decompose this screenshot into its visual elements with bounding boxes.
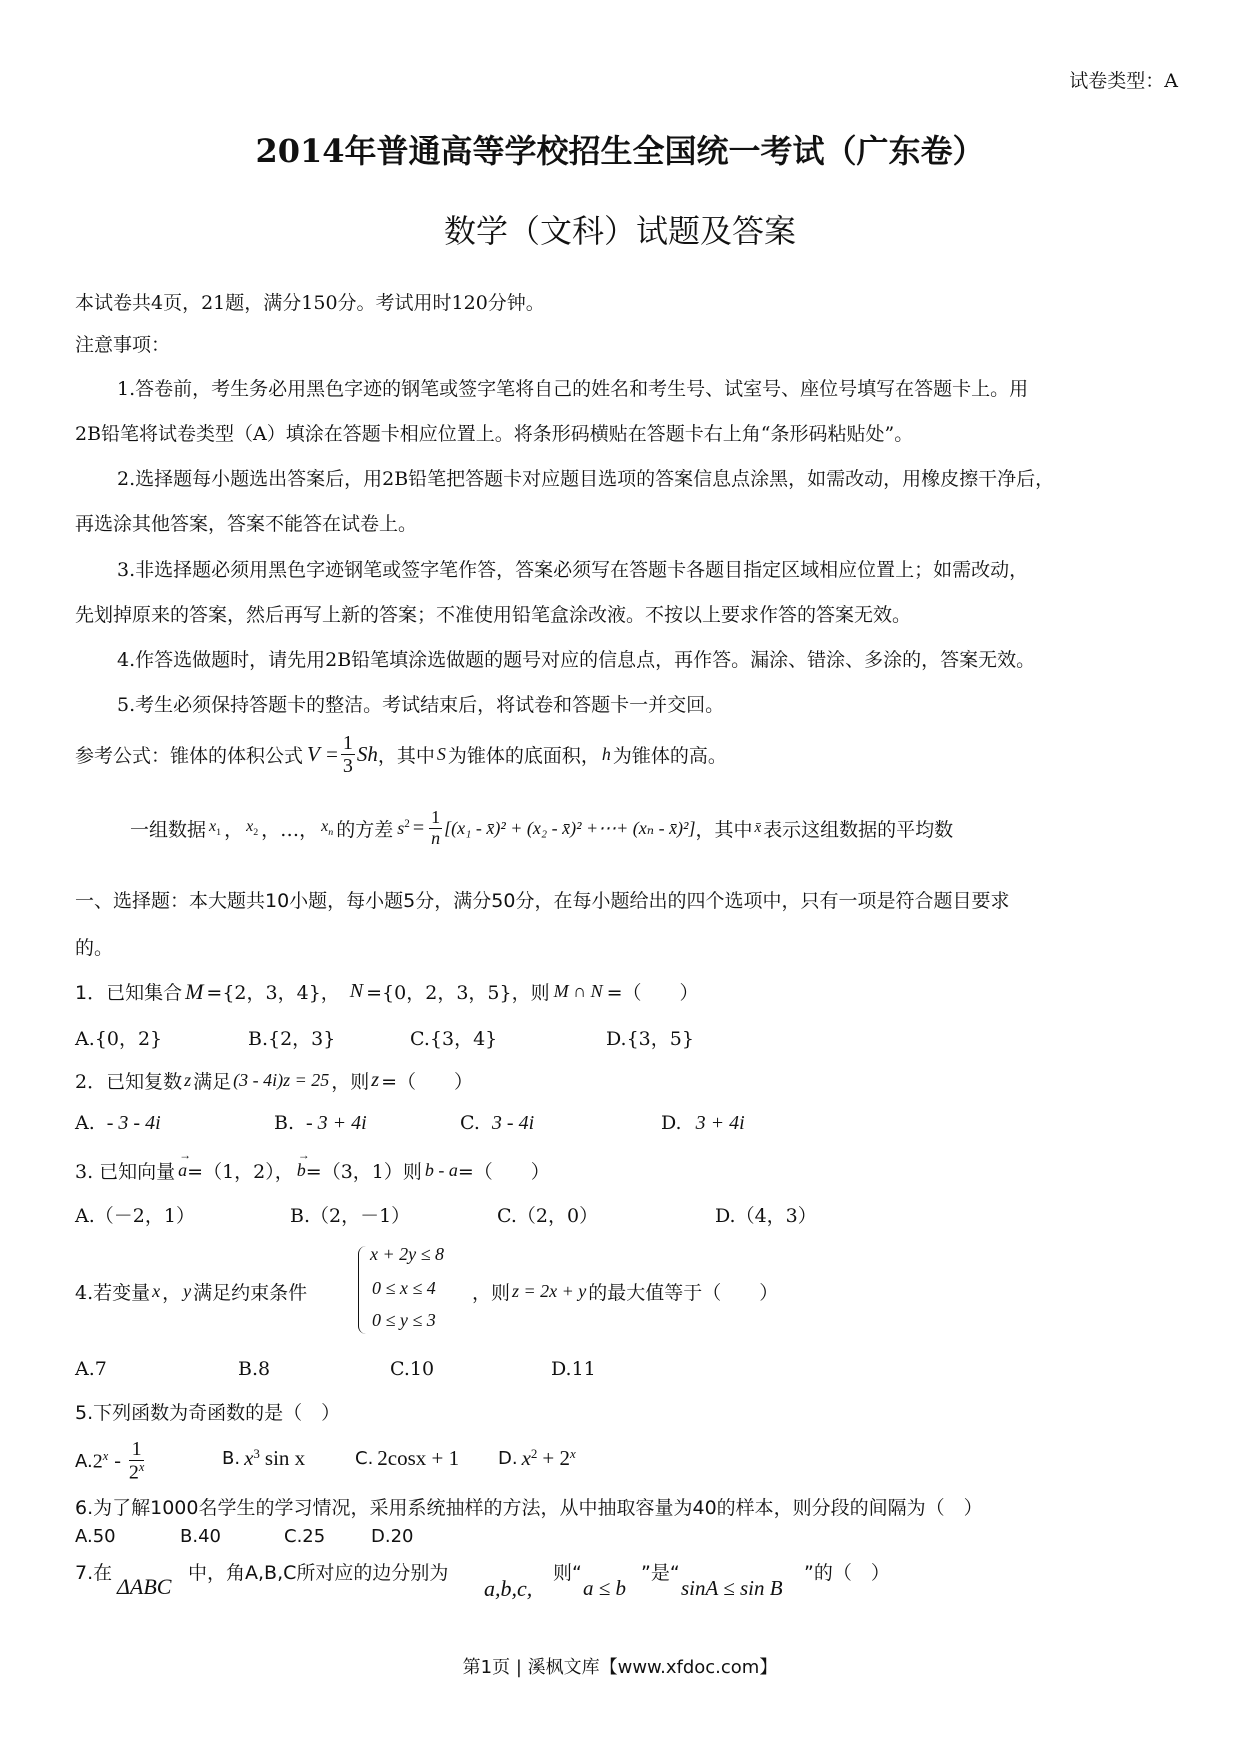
q2-stem-then: ，则 [331,1071,370,1093]
q1-option-d: D.{3，5} [606,1028,694,1050]
complex-equation: (3 - 4i)z = 25 [233,1070,330,1090]
variance-eq: = [412,816,425,839]
q5-option-a-expr [93,1449,109,1474]
q6-option-d: D.20 [371,1526,414,1547]
reference-formula-volume [75,732,727,777]
exam-subtitle: 数学（文科）试题及答案 [443,212,796,250]
paper-type-label: 试卷类型：A [1069,70,1178,92]
question-2-stem [75,1067,473,1094]
q5-a-den-base: 2 [128,1461,139,1484]
exam-title: 2014年普通高等学校招生全国统一考试（广东卷） [255,132,985,170]
var-z: z [184,1070,192,1090]
q5-a-minus: - [114,1449,121,1472]
q2-stem-mid: 满足 [193,1071,232,1093]
notice-2-line-2: 再选涂其他答案，答案不能答在试卷上。 [75,513,418,535]
q1-option-c: C.{3，4} [410,1028,498,1050]
formula-rhs: Sh [356,742,378,766]
q5-option-d [498,1446,576,1471]
q3-option-c: C.（2，0） [497,1205,599,1227]
q2-option-b-value: - 3 + 4i [306,1112,367,1134]
fraction-one-third [341,732,355,777]
fraction-numerator: 1 [431,807,441,827]
constraint-brace [358,1246,367,1334]
reference-formula-variance [130,808,953,849]
q5-d-base: x [521,1446,531,1470]
formula-mid-2: 为锥体的底面积， [447,745,600,767]
question-3-stem [75,1148,550,1184]
q4-option-d: D.11 [551,1358,596,1380]
var-y: y [183,1281,192,1301]
variance-mid: 的方差 [336,818,394,841]
var-x2: $x_2$ [246,818,259,839]
var-x2-base: x [246,818,254,836]
q1-option-a: A.{0，2} [75,1028,163,1050]
var-x: x [152,1281,161,1301]
q2-option-c-label: C. [460,1112,480,1134]
q4-stem-mid: 满足约束条件 [193,1282,308,1304]
variance-sep-2: ，…， [261,818,319,841]
formula-prefix: 参考公式：锥体的体积公式 [75,745,304,767]
q3-stem-start: 3. 已知向量 [75,1161,176,1183]
var-xn-base: x [321,818,329,836]
fraction-numerator: 1 [342,732,353,754]
intersection-expression: M ∩ N [553,981,603,1001]
vector-b-letter: b [296,1160,306,1180]
constraint-1: x + 2y ≤ 8 [370,1244,445,1264]
q2-option-b-label: B. [274,1112,295,1134]
question-1-stem [75,978,699,1005]
q2-option-d-label: D. [661,1112,682,1134]
formula-lhs: V = [307,742,339,766]
q7-stem-mid: 中，角A,B,C所对应的边分别为 [188,1562,449,1584]
notice-4: 4.作答选做题时，请先用2B铅笔填涂选做题的题号对应的信息点，再作答。漏涂、错涂、多涂的，答案无效。 [117,649,1036,671]
set-n-values: ={0，2，3，5}，则 [366,982,550,1004]
q2-option-a [75,1112,161,1135]
variance-prefix: 一组数据 [130,818,207,841]
q3-stem-end: =（ ） [457,1161,550,1183]
fraction-one-over-n [429,808,442,849]
fraction-denominator: 3 [342,755,353,777]
q7-stem-is: ”是“ [641,1562,680,1584]
variance-suffix: 表示这组数据的平均数 [763,818,954,841]
q2-option-a-value: - 3 - 4i [106,1112,161,1134]
q5-option-b [222,1446,305,1471]
intro-text: 本试卷共4页，21题，满分150分。考试用时120分钟。 [75,292,545,314]
q5-d-plus: + 2 [542,1446,571,1470]
var-s: S [436,744,446,764]
q5-option-c-label: C. [355,1448,374,1469]
var-h: h [601,744,611,764]
q5-a-fraction [129,1438,145,1484]
q6-option-b: B.40 [180,1526,221,1547]
page-footer [0,1653,1240,1679]
notice-1-line-1: 1.答卷前，考生务必用黑色字迹的钢笔或签字笔将自己的姓名和考生号、试室号、座位号填写在答题卡上。用 [117,378,1029,400]
q3-option-a: A.（－2，1） [75,1205,195,1227]
var-xbar: x̄ [754,819,762,836]
q5-a-base: 2 [92,1450,103,1473]
triangle-abc: ΔABC [117,1574,172,1599]
q2-option-d-value: 3 + 4i [695,1112,745,1134]
q2-option-c [460,1112,534,1135]
q5-option-d-label: D. [498,1448,518,1469]
objective-function: z = 2x + y [512,1281,587,1301]
q5-option-c [355,1446,459,1471]
q4-stem-start: 4.若变量 [75,1282,151,1304]
q4-option-b: B.8 [238,1358,271,1380]
vector-b-value: =（3，1）则 [305,1161,422,1183]
notice-3-line-1: 3.非选择题必须用黑色字迹钢笔或签字笔作答，答案必须写在答题卡各题目指定区域相应位置上；如需改动， [117,559,1029,581]
q5-d-exp: 2 [530,1446,538,1461]
constraint-3: 0 ≤ y ≤ 3 [372,1310,436,1330]
var-z-result: z [371,1069,380,1091]
question-4-stem-end [472,1278,778,1305]
q5-a-numerator: 1 [129,1438,145,1461]
q5-option-a-label: A. [75,1450,93,1472]
q2-option-a-label: A. [75,1112,95,1134]
var-x1: $x_1$ [209,818,222,839]
section-1-heading-line-1: 一、选择题：本大题共10小题，每小题5分，满分50分，在每小题给出的四个选项中，只有一项是符合题目要求 [75,890,1010,912]
q5-c-expr: 2cosx + 1 [377,1446,460,1470]
q7-stem-end: ”的（ ） [804,1562,890,1584]
section-1-heading-line-2: 的。 [75,937,114,959]
q1-stem-start: 1．已知集合 [75,982,183,1004]
q6-option-c: C.25 [284,1526,326,1547]
q5-b-rest: sin x [264,1446,306,1470]
q4-option-a: A.7 [75,1358,107,1380]
question-4-stem-start [75,1278,307,1305]
var-x1-base: x [209,818,217,836]
fraction-denominator: n [431,827,441,848]
q3-option-b: B.（2，－1） [290,1205,411,1227]
variance-mid-2: ，其中 [695,818,753,841]
q5-b-base: x [244,1446,254,1470]
q2-option-d [661,1112,745,1135]
vector-a-letter: a [178,1160,188,1180]
q4-stem-then: ，则 [472,1282,511,1304]
q3-option-d: D.（4，3） [715,1205,817,1227]
q7-condition-2: sinA ≤ sin B [681,1576,783,1600]
set-n: N [349,980,364,1002]
q5-option-a [75,1436,146,1486]
q2-stem-start: 2．已知复数 [75,1071,183,1093]
set-m-values: ={2，3，4}， [206,982,340,1004]
q1-stem-end: =（ ） [606,982,699,1004]
notice-heading: 注意事项： [75,334,171,356]
variance-sep-1: ， [224,818,244,841]
notice-3-line-2: 先划掉原来的答案，然后再写上新的答案；不准使用铅笔盒涂改液。不按以上要求作答的答案无效。 [75,604,912,626]
q5-a-exp: x [102,1448,109,1463]
var-s-squared: $s^2$ [397,817,410,838]
vector-a-value: =（1，2）， [187,1161,294,1183]
vector-difference: b - a [424,1160,458,1180]
notice-1-line-2: 2B铅笔将试卷类型（A）填涂在答题卡相应位置上。将条形码横贴在答题卡右上角“条形码粘贴处”。 [75,423,914,445]
q4-sep: ， [162,1282,182,1304]
q2-stem-end: =（ ） [381,1071,473,1093]
q5-a-den-exp: x [138,1460,145,1475]
formula-mid-1: ，其中 [377,745,435,767]
q6-option-a: A.50 [75,1526,116,1547]
q7-sides: a,b,c, [484,1576,533,1601]
question-5-stem: 5.下列函数为奇函数的是（ ） [75,1402,341,1424]
footer-page-prefix: 第 [462,1657,481,1678]
notice-2-line-1: 2.选择题每小题选出答案后，用2B铅笔把答题卡对应题目选项的答案信息点涂黑，如需改动，用橡皮擦干净后， [117,468,1055,490]
var-xn: $x_n$ [321,818,334,839]
q1-option-b: B.{2，3} [248,1028,336,1050]
q7-condition-1: a ≤ b [583,1576,627,1600]
q4-stem-end: 的最大值等于（ ） [588,1282,779,1304]
q5-b-exp: 3 [253,1446,260,1461]
q5-a-denominator [129,1461,145,1484]
vector-b: → b [296,1148,310,1180]
formula-suffix: 为锥体的高。 [612,745,727,767]
q5-option-b-label: B. [222,1448,241,1469]
footer-page-number: 1 [480,1657,493,1678]
var-s-base: s [397,817,405,838]
variance-expression: [(x₁ - x̄)² + (x₂ - x̄)² +⋯+ (xₙ - x̄)²] [444,817,696,838]
q7-stem-start: 7.在 [75,1562,113,1584]
q5-d-exp2: x [570,1446,576,1461]
q2-option-c-value: 3 - 4i [491,1112,535,1134]
q4-option-c: C.10 [390,1358,435,1380]
q7-stem-then: 则“ [553,1562,582,1584]
question-6-stem: 6.为了解1000名学生的学习情况，采用系统抽样的方法，从中抽取容量为40的样本，则分段的间隔为（ ） [75,1497,983,1519]
constraint-2: 0 ≤ x ≤ 4 [372,1278,436,1298]
notice-5: 5.考生必须保持答题卡的整洁。考试结束后，将试卷和答题卡一并交回。 [117,694,725,716]
q2-option-b [274,1112,367,1135]
set-m: M [185,978,204,1004]
vector-a: → a [178,1148,192,1180]
footer-source: 页 | 溪枫文库【www.xfdoc.com】 [492,1657,778,1678]
